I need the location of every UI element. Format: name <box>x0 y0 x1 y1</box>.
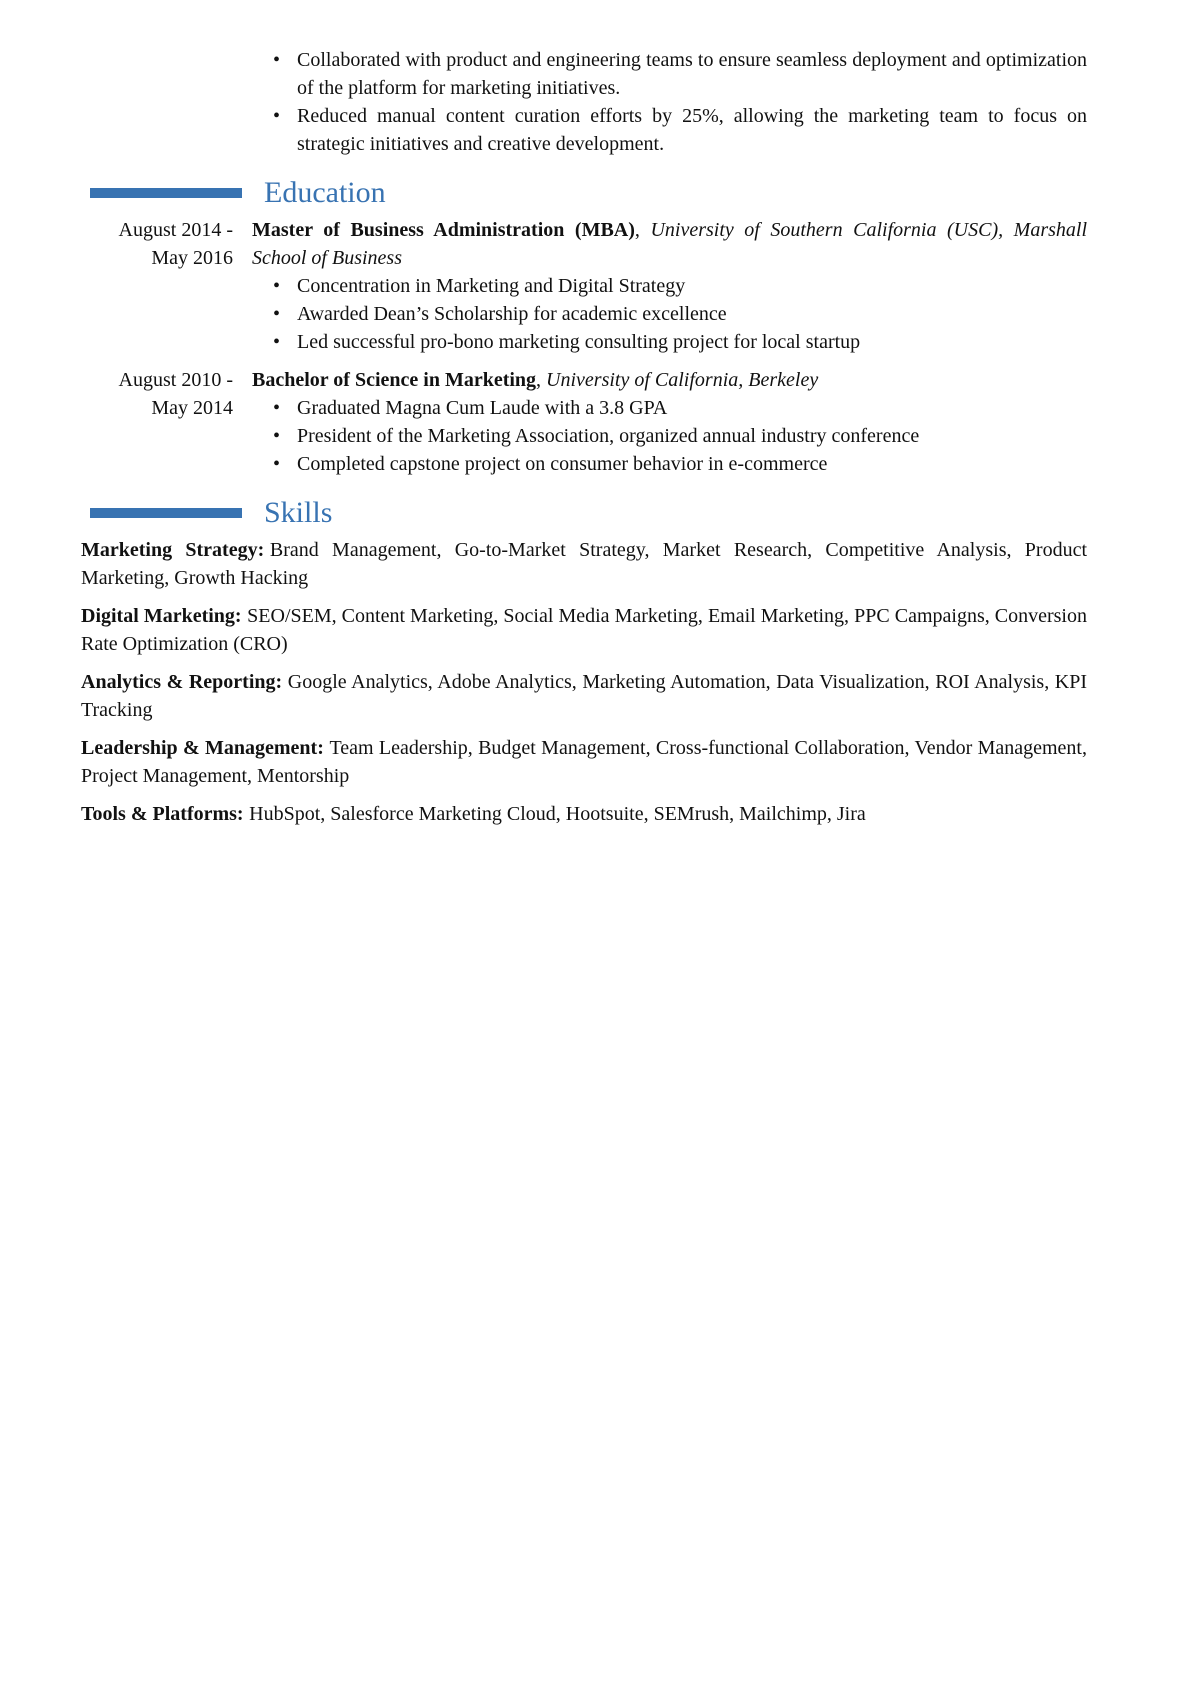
date-start: August 2010 - <box>118 369 233 391</box>
experience-bullet-list <box>252 46 1087 158</box>
skills-category-analytics-reporting <box>81 668 1087 724</box>
entry-headline <box>252 366 1087 394</box>
entry-institution: University of Southern California (USC), Marshall School of Business <box>252 219 1087 269</box>
entry-separator: , <box>634 219 651 241</box>
skills-category-digital-marketing <box>81 602 1087 658</box>
education-entry-bs <box>81 366 1087 478</box>
skill-category-label: Digital Marketing: <box>81 605 242 627</box>
experience-continued-block <box>252 46 1087 158</box>
date-start: August 2014 - <box>118 219 233 241</box>
entry-degree: Master of Business Administration (MBA) <box>252 219 635 241</box>
entry-main <box>252 216 1087 356</box>
bullet-item: • Completed capstone project on consumer behavior in e-commerce <box>252 450 1087 478</box>
skill-category-items: SEO/SEM, Content Marketing, Social Media Marketing, Email Marketing, PPC Campaigns, Conversion Rate Optimization (CRO) <box>81 605 1087 655</box>
section-rule <box>90 508 242 518</box>
skill-category-label: Analytics & Reporting: <box>81 671 283 693</box>
section-header-education <box>81 173 1087 213</box>
section-title-education: Education <box>264 176 386 209</box>
skill-category-items: Team Leadership, Budget Management, Cross-functional Collaboration, Vendor Management, Project Management, Mentorship <box>81 737 1087 787</box>
entry-degree: Bachelor of Science in Marketing <box>252 369 537 391</box>
skills-category-tools-platforms <box>81 800 1087 828</box>
resume-content <box>81 46 1087 838</box>
entry-dates <box>81 216 233 356</box>
bullet-item: • Led successful pro-bono marketing consulting project for local startup <box>252 328 1087 356</box>
entry-headline <box>252 216 1087 272</box>
skill-category-items: HubSpot, Salesforce Marketing Cloud, Hootsuite, SEMrush, Mailchimp, Jira <box>249 803 866 825</box>
entry-bullet-list <box>252 394 1087 478</box>
skill-category-label: Leadership & Management: <box>81 737 324 759</box>
entry-institution: University of California, Berkeley <box>546 369 819 391</box>
section-header-skills <box>81 493 1087 533</box>
date-end: May 2014 <box>151 397 233 419</box>
bullet-item: • President of the Marketing Association, organized annual industry conference <box>252 422 1087 450</box>
skill-category-label: Marketing Strategy: <box>81 539 265 561</box>
bullet-item: • Concentration in Marketing and Digital Strategy <box>252 272 1087 300</box>
section-rule <box>90 188 242 198</box>
entry-bullet-list <box>252 272 1087 356</box>
skill-category-items: Brand Management, Go-to-Market Strategy, Market Research, Competitive Analysis, Product Marketing, Growth Hacking <box>81 539 1088 589</box>
bullet-item: • Awarded Dean’s Scholarship for academic excellence <box>252 300 1087 328</box>
skill-category-items: Google Analytics, Adobe Analytics, Marketing Automation, Data Visualization, ROI Analysis, KPI Tracking <box>81 671 1088 721</box>
section-title-skills: Skills <box>264 496 333 529</box>
entry-dates <box>81 366 233 478</box>
bullet-item: • Graduated Magna Cum Laude with a 3.8 GPA <box>252 394 1087 422</box>
bullet-item: • Collaborated with product and engineering teams to ensure seamless deployment and optimization of the platform for marketing initiatives. <box>252 46 1087 102</box>
date-end: May 2016 <box>151 247 233 269</box>
entry-separator: , <box>536 369 547 391</box>
skills-category-marketing-strategy <box>81 536 1087 592</box>
bullet-item: • Reduced manual content curation efforts by 25%, allowing the marketing team to focus on strategic initiatives and creative development. <box>252 102 1087 158</box>
skills-category-leadership-management <box>81 734 1087 790</box>
skill-category-label: Tools & Platforms: <box>81 803 244 825</box>
entry-main <box>252 366 1087 478</box>
education-entry-mba <box>81 216 1087 356</box>
